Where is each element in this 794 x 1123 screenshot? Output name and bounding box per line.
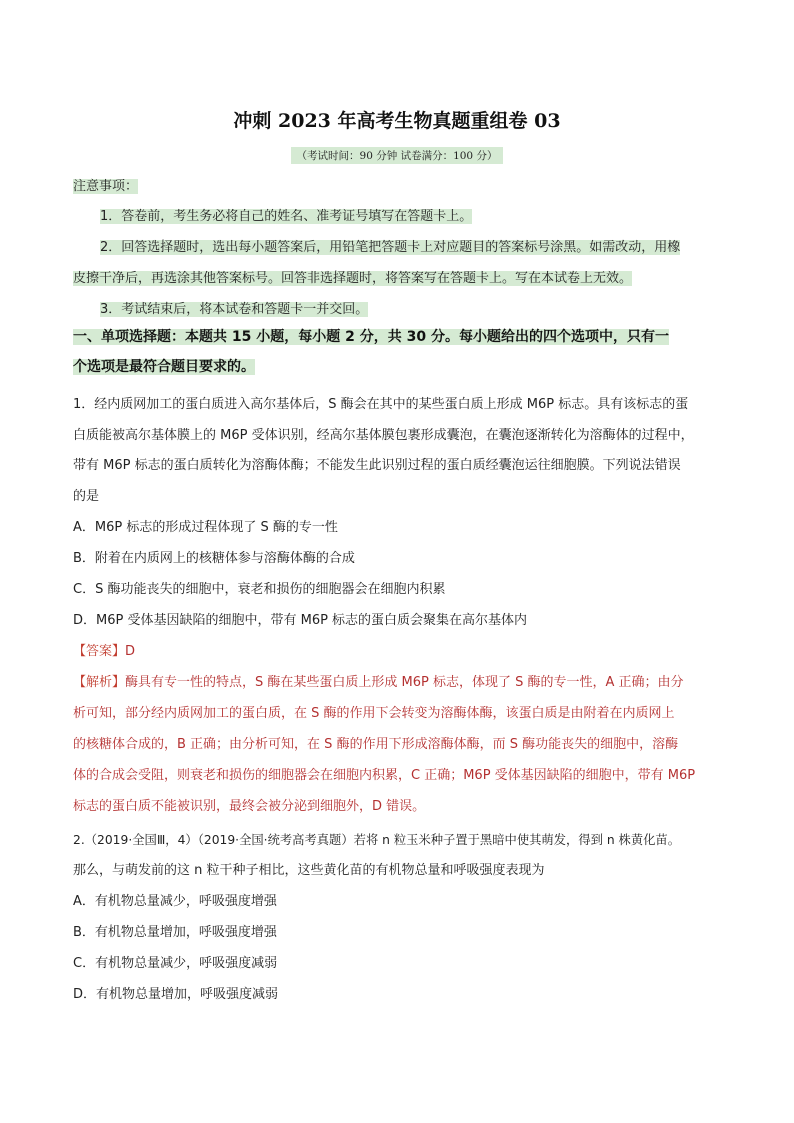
q1-analysis-line-1: 【解析】酶具有专一性的特点，S 酶在某些蛋白质上形成 M6P 标志，体现了 S 酶的专一性，A 正确；由分 [73, 675, 684, 690]
notice-item-2-line-2: 皮擦干净后，再选涂其他答案标号。回答非选择题时，将答案写在答题卡上。写在本试卷上无效。 [73, 271, 633, 286]
q1-analysis-line-4: 体的合成会受阻，则衰老和损伤的细胞器会在细胞内积累，C 正确；M6P 受体基因缺陷的细胞中，带有 M6P [73, 768, 696, 783]
exam-info: （考试时间：90 分钟 试卷满分：100 分） [291, 147, 504, 164]
q1-stem-line-4: 的是 [73, 489, 100, 504]
section-heading-line-1: 一、单项选择题：本题共 15 小题，每小题 2 分，共 30 分。每小题给出的四个选项中，只有一 [73, 329, 669, 345]
q1-stem-line-1: 1．经内质网加工的蛋白质进入高尔基体后，S 酶会在其中的某些蛋白质上形成 M6P 标志。具有该标志的蛋 [73, 397, 689, 412]
q1-analysis-line-5: 标志的蛋白质不能被识别，最终会被分泌到细胞外，D 错误。 [73, 799, 426, 814]
answer-value: D [125, 644, 136, 659]
analysis-tag: 【解析】 [73, 675, 126, 690]
q2-stem-line-1: 2.（2019·全国Ⅲ，4）（2019·全国·统考高考真题）若将 n 粒玉米种子置于黑暗中使其萌发，得到 n 株黄化苗。 [73, 833, 681, 847]
q1-stem-line-2: 白质能被高尔基体膜上的 M6P 受体识别，经高尔基体膜包裹形成囊泡，在囊泡逐渐转化为溶酶体的过程中， [73, 428, 694, 443]
subtitle-wrap [0, 144, 794, 164]
page-title: 冲刺 2023 年高考生物真题重组卷 03 [233, 110, 561, 132]
q1-option-a: A．M6P 标志的形成过程体现了 S 酶的专一性 [73, 520, 338, 535]
q1-option-c: C．S 酶功能丧失的细胞中，衰老和损伤的细胞器会在细胞内积累 [73, 582, 446, 597]
q1-analysis-line-2: 析可知，部分经内质网加工的蛋白质，在 S 酶的作用下会转变为溶酶体酶，该蛋白质是由附着在内质网上 [73, 706, 675, 721]
q1-answer [73, 641, 135, 663]
q2-stem-line-2: 那么，与萌发前的这 n 粒干种子相比，这些黄化苗的有机物总量和呼吸强度表现为 [73, 863, 545, 878]
q1-analysis-line-3: 的核糖体合成的，B 正确；由分析可知，在 S 酶的作用下形成溶酶体酶，而 S 酶功能丧失的细胞中，溶酶 [73, 737, 679, 752]
notice-item-1: 1．答卷前，考生务必将自己的姓名、准考证号填写在答题卡上。 [100, 209, 473, 224]
q1-option-d: D．M6P 受体基因缺陷的细胞中，带有 M6P 标志的蛋白质会聚集在高尔基体内 [73, 613, 528, 628]
q1-option-b: B．附着在内质网上的核糖体参与溶酶体酶的合成 [73, 551, 355, 566]
q2-option-d: D．有机物总量增加，呼吸强度减弱 [73, 987, 279, 1002]
answer-tag: 【答案】 [73, 644, 126, 659]
q1-stem-line-3: 带有 M6P 标志的蛋白质转化为溶酶体酶；不能发生此识别过程的蛋白质经囊泡运往细胞膜。下列说法错误 [73, 458, 681, 473]
notice-item-2-line-1: 2．回答选择题时，选出每小题答案后，用铅笔把答题卡上对应题目的答案标号涂黑。如需改动，用橡 [100, 240, 681, 255]
q2-option-c: C．有机物总量减少，呼吸强度减弱 [73, 956, 278, 971]
q2-option-a: A．有机物总量减少，呼吸强度增强 [73, 894, 277, 909]
notice-item-3: 3．考试结束后，将本试卷和答题卡一并交回。 [100, 302, 369, 317]
notice-heading: 注意事项： [73, 179, 139, 194]
section-heading-line-2: 个选项是最符合题目要求的。 [73, 359, 255, 375]
q2-option-b: B．有机物总量增加，呼吸强度增强 [73, 925, 277, 940]
